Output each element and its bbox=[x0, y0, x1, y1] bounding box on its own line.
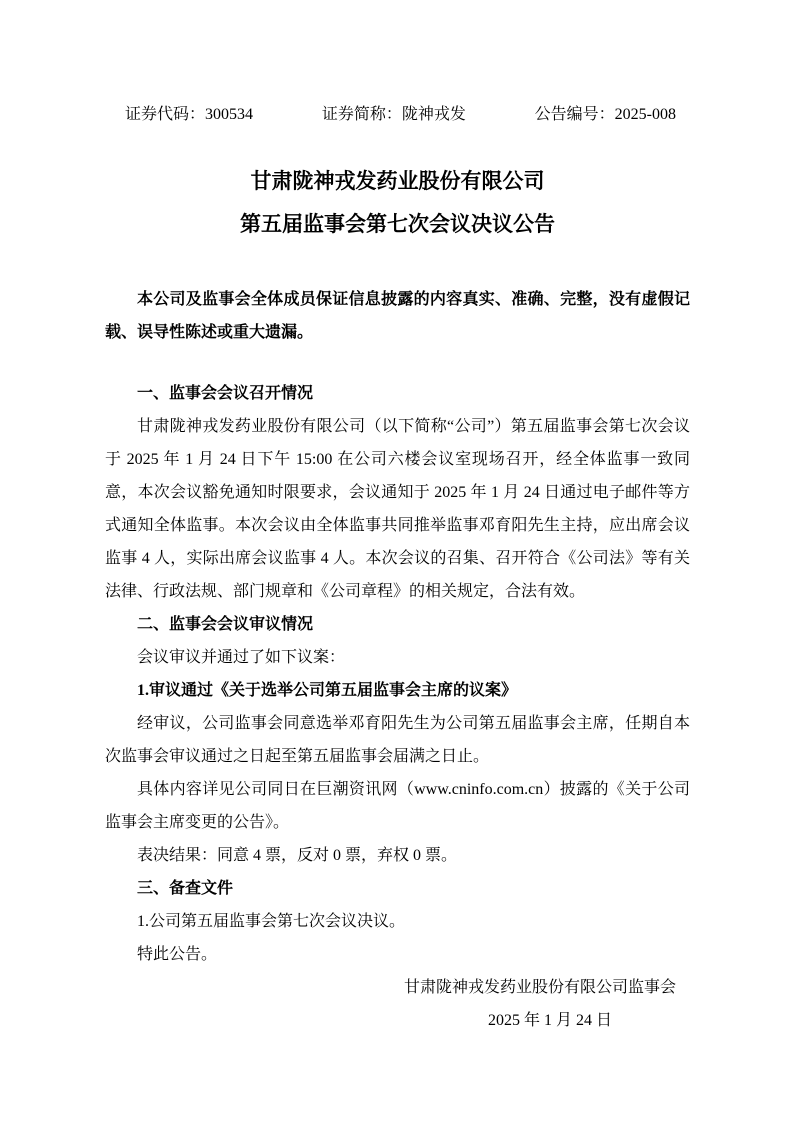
closing-remark: 特此公告。 bbox=[137, 946, 218, 963]
document-header bbox=[105, 104, 690, 126]
signature-company: 甘肃陇神戎发药业股份有限公司监事会 bbox=[403, 979, 676, 996]
title-company-name: 甘肃陇神戎发药业股份有限公司 bbox=[250, 169, 545, 193]
title-meeting-resolution: 第五届监事会第七次会议决议公告 bbox=[240, 212, 555, 236]
section-1-paragraph: 甘肃陇神戎发药业股份有限公司（以下简称“公司”）第五届监事会第七次会议于 2025 年 1 月 24 日下午 15:00 在公司六楼会议室现场召开，经全体监事一致同意，本次会议豁免通知时限要求，会议通知于 2025 年 1 月 24 日通过电子邮件等方式通知全体监事。本次会议由全体监事共同推举监事邓育阳先生主持，应出席会议监事 4 人，实际出席会议监事 4 人。本次会议的召集、召开符合《公司法》等有关法律、行政法规、部门规章和《公司章程》的相关规定，合法有效。 bbox=[105, 418, 690, 600]
section-2-intro: 会议审议并通过了如下议案： bbox=[137, 649, 346, 666]
document-body bbox=[105, 377, 690, 1037]
document-title bbox=[105, 160, 690, 246]
section-1-heading: 一、监事会会议召开情况 bbox=[137, 385, 314, 402]
disclosure-statement: 本公司及监事会全体成员保证信息披露的内容真实、准确、完整，没有虚假记载、误导性陈述或重大遗漏。 bbox=[105, 291, 690, 341]
stock-short-name: 证券简称：陇神戎发 bbox=[321, 106, 466, 123]
signature-date: 2025 年 1 月 24 日 bbox=[487, 1012, 612, 1029]
section-2-heading: 二、监事会会议审议情况 bbox=[137, 616, 314, 633]
proposal-1-vote-result: 表决结果：同意 4 票，反对 0 票，弃权 0 票。 bbox=[137, 847, 458, 864]
proposal-1-reference: 具体内容详见公司同日在巨潮资讯网（www.cninfo.com.cn）披露的《关于公司监事会主席变更的公告》。 bbox=[105, 781, 690, 831]
proposal-1-title: 1.审议通过《关于选举公司第五届监事会主席的议案》 bbox=[137, 682, 518, 699]
section-3-heading: 三、备查文件 bbox=[137, 880, 234, 897]
announcement-number: 公告编号：2025-008 bbox=[534, 106, 676, 123]
stock-code: 证券代码：300534 bbox=[125, 106, 254, 123]
proposal-1-content: 经审议，公司监事会同意选举邓育阳先生为公司第五届监事会主席，任期自本次监事会审议通过之日起至第五届监事会届满之日止。 bbox=[105, 715, 690, 765]
section-3-item-1: 1.公司第五届监事会第七次会议决议。 bbox=[137, 913, 406, 930]
